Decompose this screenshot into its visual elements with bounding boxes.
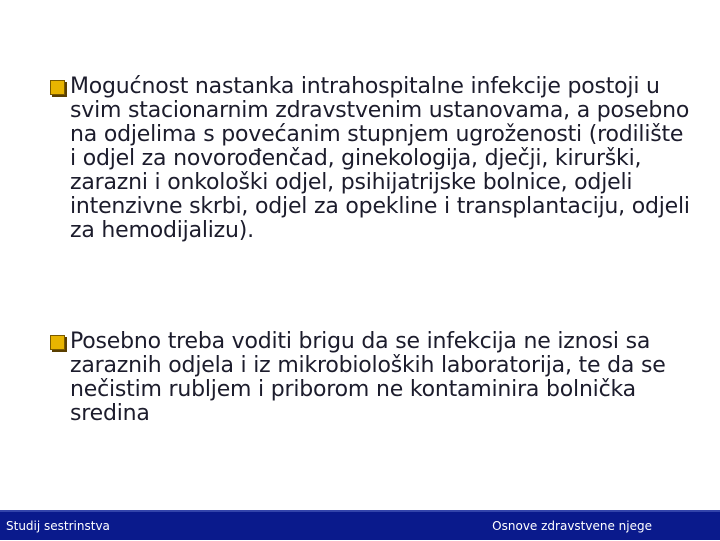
bullet-item (50, 330, 695, 426)
square-bullet-icon (50, 335, 65, 350)
footer-left-label: Studij sestrinstva (6, 519, 110, 533)
bullet-item (50, 75, 695, 243)
footer-bar (0, 510, 720, 540)
footer-right-label: Osnove zdravstvene njege (492, 519, 652, 533)
square-bullet-icon (50, 80, 65, 95)
bullet-text: Posebno treba voditi brigu da se infekcija ne iznosi sa zaraznih odjela i iz mikrobioloških laboratorija, te da se nečistim rubljem i priborom ne kontaminira bolnička sredina (70, 329, 666, 426)
bullet-text: Mogućnost nastanka intrahospitalne infekcije postoji u svim stacionarnim zdravstvenim ustanovama, a posebno na odjelima s povećanim stupnjem ugroženosti (rodilište i odjel za novorođenčad, ginekologija, dječji, kirurški, zarazni i onkološki odjel, psihijatrijske bolnice, odjeli intenzivne skrbi, odjel za opekline i transplantaciju, odjeli za hemodijalizu). (70, 74, 690, 243)
